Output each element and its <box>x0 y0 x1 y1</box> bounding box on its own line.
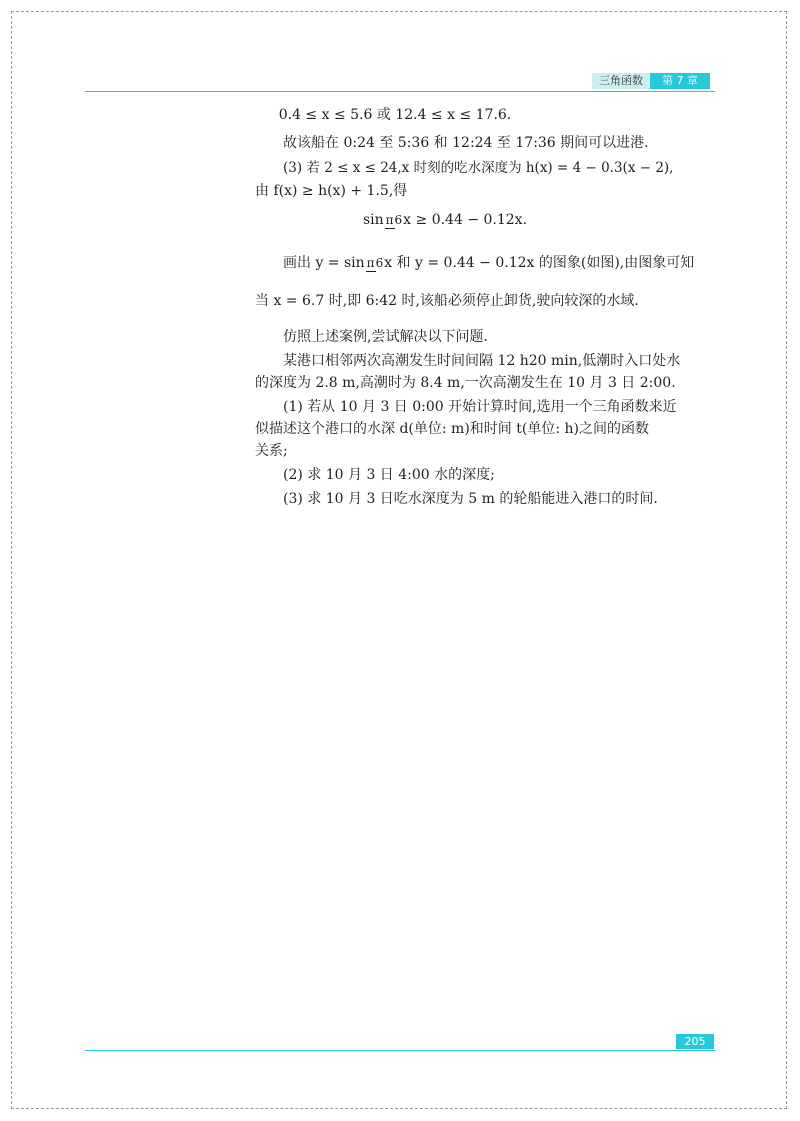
page-number: 205 <box>676 1034 714 1049</box>
practice-intro: 仿照上述案例,尝试解决以下问题. <box>283 329 488 345</box>
question-3: (3) 求 10 月 3 日吃水深度为 5 m 的轮船能进入港口的时间. <box>283 491 658 507</box>
footer-rule <box>85 1050 715 1051</box>
part3-line: (3) 若 2 ≤ x ≤ 24,x 时刻的吃水深度为 h(x) = 4 − 0.3(x − 2), <box>283 160 674 176</box>
frac-numerator-inline: π <box>366 256 375 270</box>
graph-line-b: x 和 y = 0.44 − 0.12x 的图象(如图),由图象可知 <box>384 255 695 271</box>
frac-denominator-inline: 6 <box>375 256 384 270</box>
derive-line: 由 f(x) ≥ h(x) + 1.5,得 <box>255 183 408 199</box>
subject-label: 三角函数 <box>592 73 650 89</box>
graph-line <box>255 252 715 272</box>
frac-numerator: π <box>385 213 394 227</box>
header-rule <box>85 91 715 92</box>
stop-unload-line: 当 x = 6.7 时,即 6:42 时,该船必须停止卸货,驶向较深的水域. <box>255 293 639 309</box>
graph-line-a: 画出 y = sin <box>283 255 365 271</box>
fraction-pi-over-6-inline <box>366 255 384 271</box>
question-1-line-1: (1) 若从 10 月 3 日 0:00 开始计算时间,选用一个三角函数来近 <box>283 399 677 415</box>
chapter-label: 第 7 章 <box>650 73 710 89</box>
fraction-pi-over-6 <box>385 212 403 228</box>
eq-right: x ≥ 0.44 − 0.12x. <box>403 212 528 228</box>
problem-line-2: 的深度为 2.8 m,高潮时为 8.4 m,一次高潮发生在 10 月 3 日 2:00. <box>255 375 676 391</box>
frac-denominator: 6 <box>394 213 403 227</box>
inequality-result: 0.4 ≤ x ≤ 5.6 或 12.4 ≤ x ≤ 17.6. <box>278 107 512 123</box>
question-1-line-3: 关系; <box>255 443 288 459</box>
equation-line <box>215 212 675 228</box>
eq-left: sin <box>362 212 384 228</box>
problem-line-1: 某港口相邻两次高潮发生时间间隔 12 h20 min,低潮时入口处水 <box>283 353 681 369</box>
question-1-line-2: 似描述这个港口的水深 d(单位: m)和时间 t(单位: h)之间的函数 <box>255 421 649 437</box>
conclusion-line: 故该船在 0:24 至 5:36 和 12:24 至 17:36 期间可以进港. <box>283 135 649 151</box>
chapter-header <box>592 73 710 89</box>
question-2: (2) 求 10 月 3 日 4:00 水的深度; <box>283 467 495 483</box>
